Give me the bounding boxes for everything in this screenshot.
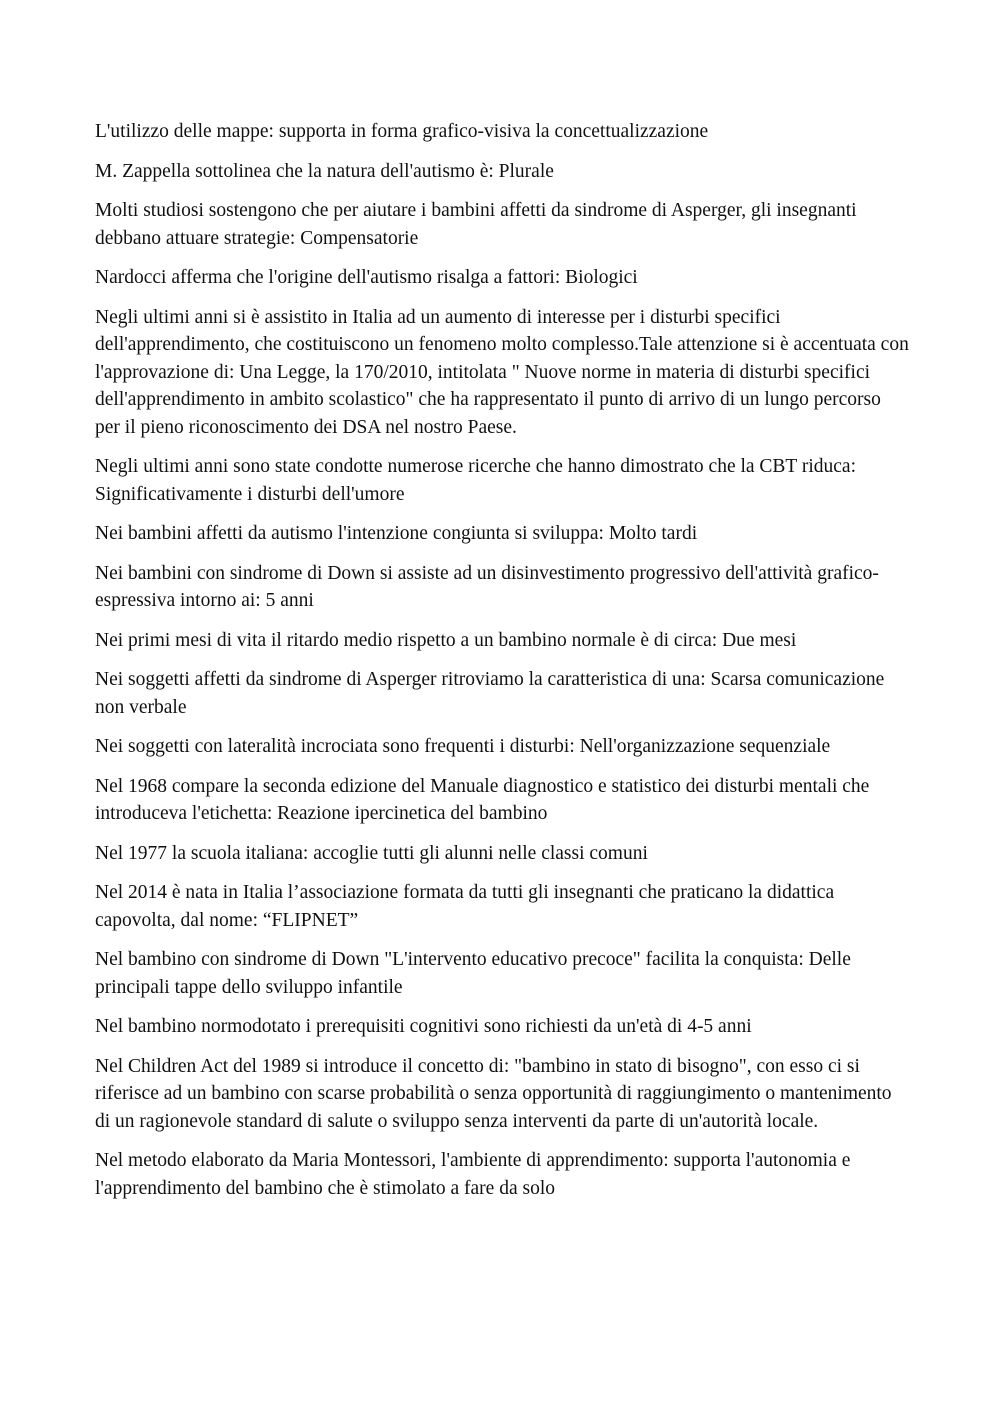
- paragraph: Nel bambino normodotato i prerequisiti cognitivi sono richiesti da un'età di 4-5 anni: [95, 1016, 752, 1037]
- paragraph: M. Zappella sottolinea che la natura dell'autismo è: Plurale: [95, 160, 554, 182]
- paragraph: Nardocci afferma che l'origine dell'autismo risalga a fattori: Biologici: [95, 267, 638, 288]
- paragraph: Nel metodo elaborato da Maria Montessori, l'ambiente di apprendimento: supporta l'autonomia e l'apprendimento del bambino che è stimolato a fare da solo: [95, 1150, 851, 1199]
- paragraph: Nel bambino con sindrome di Down "L'intervento educativo precoce" facilita la conquista: Delle principali tappe dello sviluppo infantile: [95, 949, 851, 998]
- paragraph: Nei bambini affetti da autismo l'intenzione congiunta si sviluppa: Molto tardi: [95, 523, 698, 544]
- paragraph: Nel 2014 è nata in Italia l’associazione formata da tutti gli insegnanti che praticano la didattica capovolta, dal nome: “FLIPNET”: [95, 882, 835, 931]
- paragraph: Negli ultimi anni si è assistito in Italia ad un aumento di interesse per i disturbi specifici dell'apprendimento, che costituiscono un fenomeno molto complesso.Tale attenzione si è accentuata con l'approvazione di: Una Legge, la 170/2010, intitolata " Nuove norme in materia di disturbi specifici dell'apprendimento in ambito scolastico" che ha rappresentato il punto di arrivo di un lungo percorso per il pieno riconoscimento dei DSA nel nostro Paese.: [95, 306, 909, 438]
- paragraph: Nel Children Act del 1989 si introduce il concetto di: "bambino in stato di bisogno", con esso ci si riferisce ad un bambino con scarse probabilità o senza opportunità di raggiungimento o mantenimento di un ragionevole standard di salute o sviluppo senza interventi da parte di un'autorità locale.: [95, 1055, 892, 1132]
- paragraph: Negli ultimi anni sono state condotte numerose ricerche che hanno dimostrato che la CBT riduca: Significativamente i disturbi dell'umore: [95, 456, 857, 505]
- paragraph: Nei bambini con sindrome di Down si assiste ad un disinvestimento progressivo dell'attività grafico-espressiva intorno ai: 5 anni: [95, 562, 879, 611]
- paragraph: Nel 1968 compare la seconda edizione del Manuale diagnostico e statistico dei disturbi mentali che introduceva l'etichetta: Reazione ipercinetica del bambino: [95, 775, 870, 824]
- paragraph: L'utilizzo delle mappe: supporta in forma grafico-visiva la concettualizzazione: [95, 121, 709, 142]
- paragraph: Nei soggetti affetti da sindrome di Asperger ritroviamo la caratteristica di una: Scarsa comunicazione non verbale: [95, 669, 885, 718]
- paragraph: Nei soggetti con lateralità incrociata sono frequenti i disturbi: Nell'organizzazione sequenziale: [95, 736, 831, 757]
- paragraph: Nel 1977 la scuola italiana: accoglie tutti gli alunni nelle classi comuni: [95, 842, 648, 864]
- paragraph: Molti studiosi sostengono che per aiutare i bambini affetti da sindrome di Asperger, gli insegnanti debbano attuare strategie: Compensatorie: [95, 200, 857, 249]
- document-body: [95, 118, 910, 1214]
- paragraph: Nei primi mesi di vita il ritardo medio rispetto a un bambino normale è di circa: Due mesi: [95, 629, 797, 651]
